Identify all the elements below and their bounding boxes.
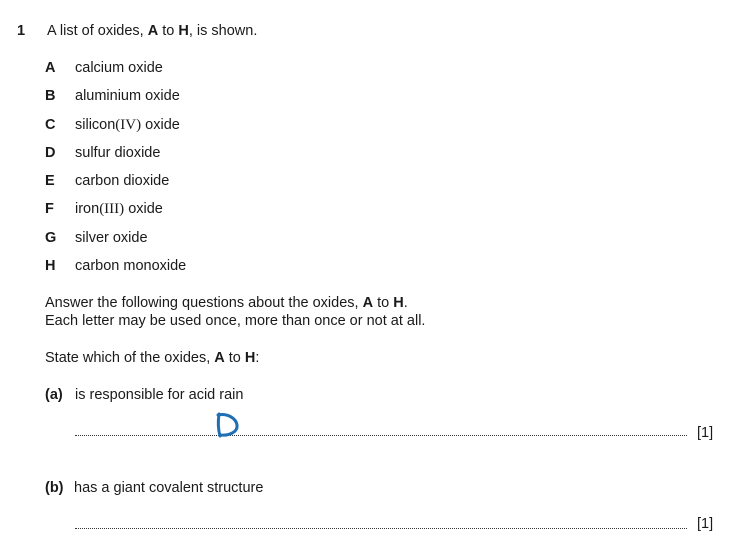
question-number: 1 — [17, 23, 26, 39]
oxide-item-g — [45, 230, 186, 258]
part-b-mark: [1] — [697, 516, 714, 532]
instructions-line-1: Answer the following questions about the oxides, A to H. — [45, 295, 408, 311]
oxide-name: sulfur dioxide — [75, 144, 161, 161]
oxide-list — [45, 60, 186, 286]
oxide-name: carbon dioxide — [75, 173, 170, 190]
part-b-text: has a giant covalent structure — [74, 480, 264, 496]
handwritten-answer-d — [213, 411, 241, 439]
oxide-item-a — [45, 60, 186, 88]
oxide-name: carbon monoxide — [75, 258, 187, 275]
oxide-name: silver oxide — [75, 229, 148, 246]
oxide-letter: E — [45, 173, 55, 190]
oxide-item-e — [45, 173, 186, 201]
oxide-item-b — [45, 88, 186, 116]
part-a-answer-line[interactable] — [75, 435, 687, 436]
part-a-mark: [1] — [697, 425, 714, 441]
oxide-item-d — [45, 145, 186, 173]
oxide-letter: H — [45, 258, 56, 275]
part-b-answer-line[interactable] — [75, 528, 687, 529]
oxide-name: calcium oxide — [75, 60, 163, 76]
oxide-name: silicon(IV) oxide — [75, 116, 180, 133]
oxide-letter: B — [45, 88, 56, 105]
oxide-item-f — [45, 201, 186, 229]
oxide-letter: C — [45, 116, 56, 133]
oxide-letter: A — [45, 60, 56, 76]
part-b-label: (b) — [45, 480, 64, 496]
state-prompt: State which of the oxides, A to H: — [45, 350, 260, 366]
instructions-line-2: Each letter may be used once, more than once or not at all. — [45, 313, 426, 329]
part-a-text: is responsible for acid rain — [75, 387, 244, 403]
instructions — [45, 294, 425, 330]
part-a-label: (a) — [45, 387, 63, 403]
oxide-letter: F — [45, 201, 54, 218]
oxide-name: aluminium oxide — [75, 88, 180, 105]
oxide-letter: D — [45, 144, 56, 161]
oxide-item-h — [45, 258, 186, 286]
oxide-letter: G — [45, 229, 57, 246]
oxide-item-c — [45, 117, 186, 145]
question-intro: A list of oxides, A to H, is shown. — [47, 23, 258, 39]
oxide-name: iron(III) oxide — [75, 201, 163, 218]
